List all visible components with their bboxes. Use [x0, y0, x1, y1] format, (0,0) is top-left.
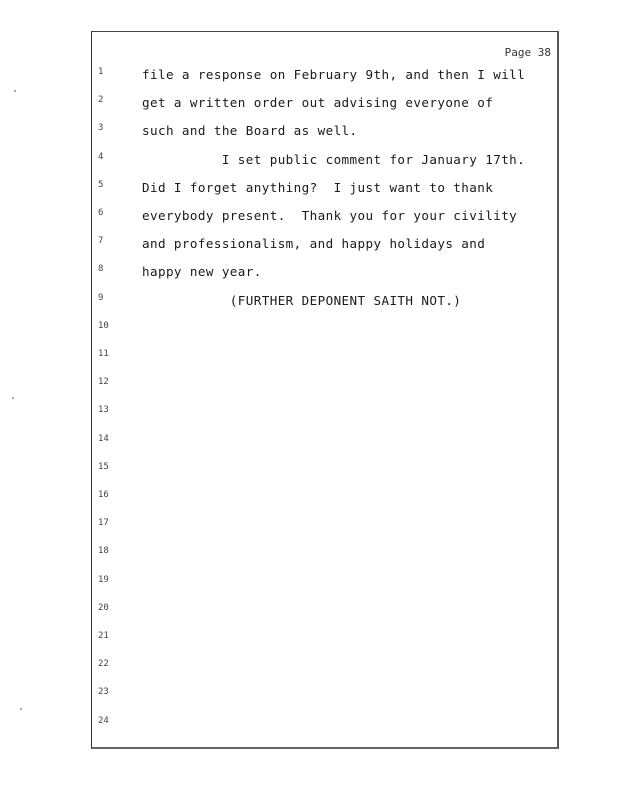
transcript-line [92, 687, 557, 715]
transcript-line [92, 264, 557, 292]
transcript-line [92, 603, 557, 631]
transcript-line [92, 631, 557, 659]
transcript-line [92, 67, 557, 95]
transcript-line [92, 293, 557, 321]
transcript-line [92, 208, 557, 236]
transcript-line [92, 95, 557, 123]
line-number: 15 [98, 461, 109, 472]
line-text: file a response on February 9th, and then I will [142, 67, 526, 82]
transcript-line [92, 236, 557, 264]
line-number: 2 [98, 95, 104, 106]
line-text: happy new year. [142, 264, 262, 280]
line-text: I set public comment for January 17th. [142, 151, 526, 167]
scan-speck [14, 90, 16, 92]
line-number: 18 [98, 546, 109, 557]
transcript-line [92, 434, 557, 462]
line-number: 7 [98, 236, 104, 247]
transcript-line [92, 349, 557, 377]
line-number: 9 [98, 292, 104, 303]
line-number: 17 [98, 518, 109, 529]
transcript-line [92, 321, 557, 349]
transcript-line [92, 462, 557, 490]
transcript-line [92, 377, 557, 405]
line-number: 6 [98, 208, 104, 218]
transcript-line [92, 405, 557, 433]
line-number: 22 [98, 659, 109, 670]
scan-speck [12, 397, 14, 399]
line-text: get a written order out advising everyone of [142, 95, 494, 111]
transcript-line [92, 716, 557, 744]
line-number: 4 [98, 151, 104, 162]
line-number: 8 [98, 264, 104, 275]
line-number: 12 [98, 377, 109, 388]
line-text: such and the Board as well. [142, 123, 358, 139]
transcript-line [92, 518, 557, 546]
line-number: 13 [98, 405, 109, 416]
line-number: 11 [98, 349, 109, 359]
transcript-page [91, 31, 559, 749]
line-text: (FURTHER DEPONENT SAITH NOT.) [142, 292, 462, 308]
line-number: 24 [98, 715, 109, 726]
line-number: 14 [98, 433, 109, 444]
transcript-line [92, 546, 557, 574]
line-number: 16 [98, 490, 109, 500]
line-number: 1 [98, 67, 104, 77]
line-number: 21 [98, 631, 109, 641]
transcript-line [92, 152, 557, 180]
line-number: 5 [98, 179, 104, 190]
scan-speck [20, 708, 22, 710]
line-number: 19 [98, 574, 109, 585]
transcript-line [92, 575, 557, 603]
line-number: 3 [98, 123, 104, 134]
line-text: and professionalism, and happy holidays and [142, 236, 486, 252]
line-number: 23 [98, 687, 109, 698]
line-text: everybody present. Thank you for your civility [142, 208, 518, 223]
line-number: 20 [98, 602, 109, 613]
transcript-line [92, 659, 557, 687]
transcript-line [92, 123, 557, 151]
transcript-line [92, 490, 557, 518]
line-number: 10 [98, 320, 109, 331]
page-number: Page 38 [504, 46, 551, 59]
line-text: Did I forget anything? I just want to thank [142, 179, 494, 195]
transcript-line [92, 180, 557, 208]
